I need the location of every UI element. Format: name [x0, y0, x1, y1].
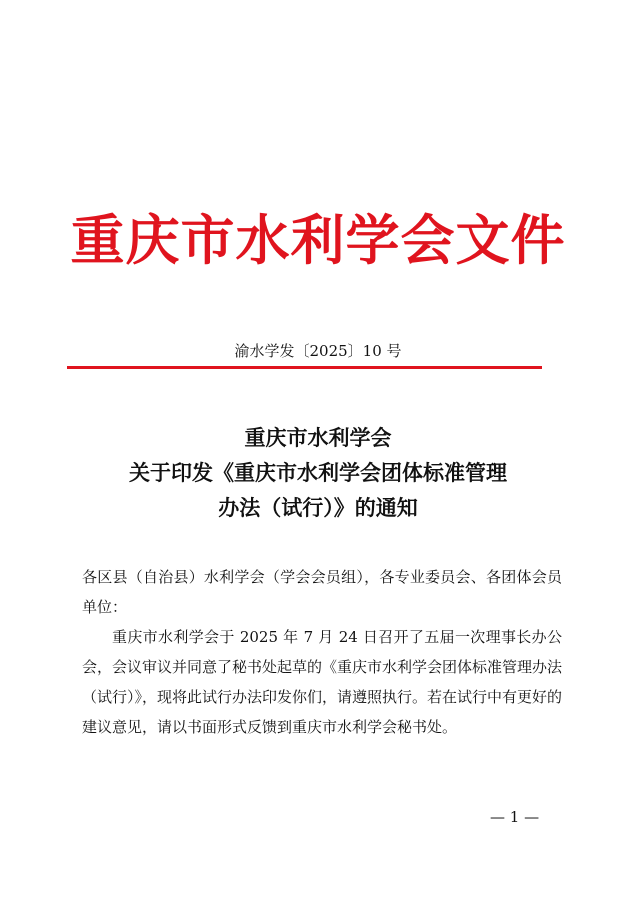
title-line-3: 办法（试行）》的通知 [218, 495, 418, 520]
org-file-header: 重庆市水利学会文件 [70, 208, 566, 272]
body-paragraph: 重庆市水利学会于 2025 年 7 月 24 日召开了五届一次理事长办公会，会议审议并同意了秘书处起草的《重庆市水利学会团体标准管理办法（试行）》，现将此试行办法印发你们，请遵照执行。若在试行中有更好的建议意见，请以书面形式反馈到重庆市水利学会秘书处。 [82, 628, 563, 736]
salutation: 各区县（自治县）水利学会（学会会员组），各专业委员会、各团体会员单位： [82, 568, 562, 616]
document-title [0, 420, 636, 525]
document-number: 渝水学发〔2025〕10 号 [234, 342, 402, 360]
title-line-1: 重庆市水利学会 [244, 425, 392, 450]
document-body [82, 562, 562, 742]
title-line-2: 关于印发《重庆市水利学会团体标准管理 [129, 460, 507, 485]
page-number: — 1 — [490, 808, 540, 826]
red-divider-line [67, 366, 542, 369]
